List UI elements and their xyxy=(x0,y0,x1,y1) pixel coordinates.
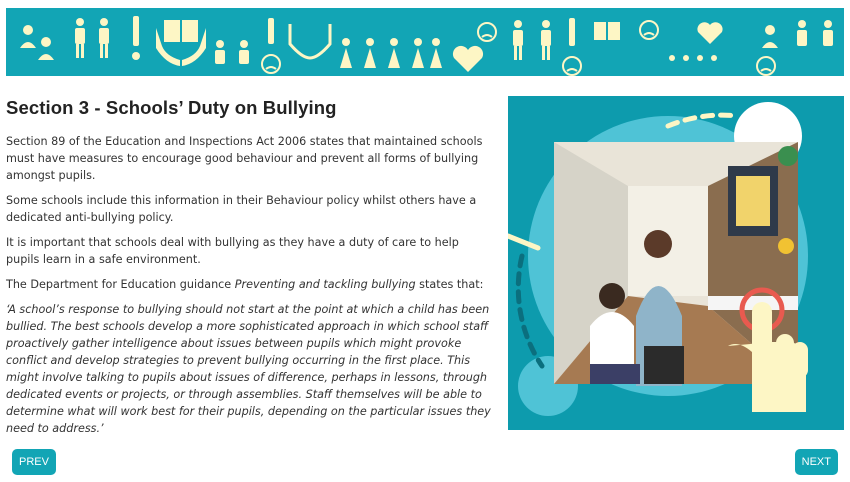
illustration-panel xyxy=(508,96,844,430)
classroom-illustration xyxy=(508,96,844,430)
main-content xyxy=(6,97,492,437)
child-icon xyxy=(75,18,109,58)
paragraph-1: Section 89 of the Education and Inspections Act 2006 states that maintained schools must have measures to encourage good behaviour and prevent all forms of bullying amongst pupils. xyxy=(6,135,483,182)
banner-icons xyxy=(6,8,844,76)
next-button[interactable]: NEXT xyxy=(795,449,838,475)
header-banner xyxy=(6,8,844,76)
paragraph-2: Some schools include this information in their Behaviour policy whilst others have a dedicated anti-bullying policy. xyxy=(6,194,477,224)
guidance-quote: ‘A school’s response to bullying should not start at the point at which a child has been bullied. The best schools develop a more sophisticated approach in which school staff proactively gather intelligence about issues between pupils which might provoke conflict and develop strategies to prevent bullying occurring in the first place. This might involve talking to pupils about issues of difference, perhaps in lessons, through dedicated events or projects, or through assemblies. Staff themselves will be able to determine what will work best for their pupils, depending on the particular issues they need to address.’ xyxy=(6,303,491,435)
hand-holding-icon xyxy=(290,24,330,58)
guidance-title: Preventing and tackling bullying xyxy=(234,278,416,291)
page-title: Section 3 - Schools’ Duty on Bullying xyxy=(6,97,337,118)
exclamation-icon xyxy=(132,16,140,60)
paragraph-3: It is important that schools deal with bullying as they have a duty of care to help pupils learn in a safe environment. xyxy=(6,236,459,266)
prev-button[interactable]: PREV xyxy=(12,449,56,475)
people-icon xyxy=(23,25,33,35)
heart-icon xyxy=(453,22,723,72)
paragraph-4-suffix: states that: xyxy=(415,278,484,291)
paragraph-4-prefix: The Department for Education guidance xyxy=(6,278,235,291)
book-hands-icon xyxy=(156,20,206,66)
paragraph-4 xyxy=(6,276,492,293)
